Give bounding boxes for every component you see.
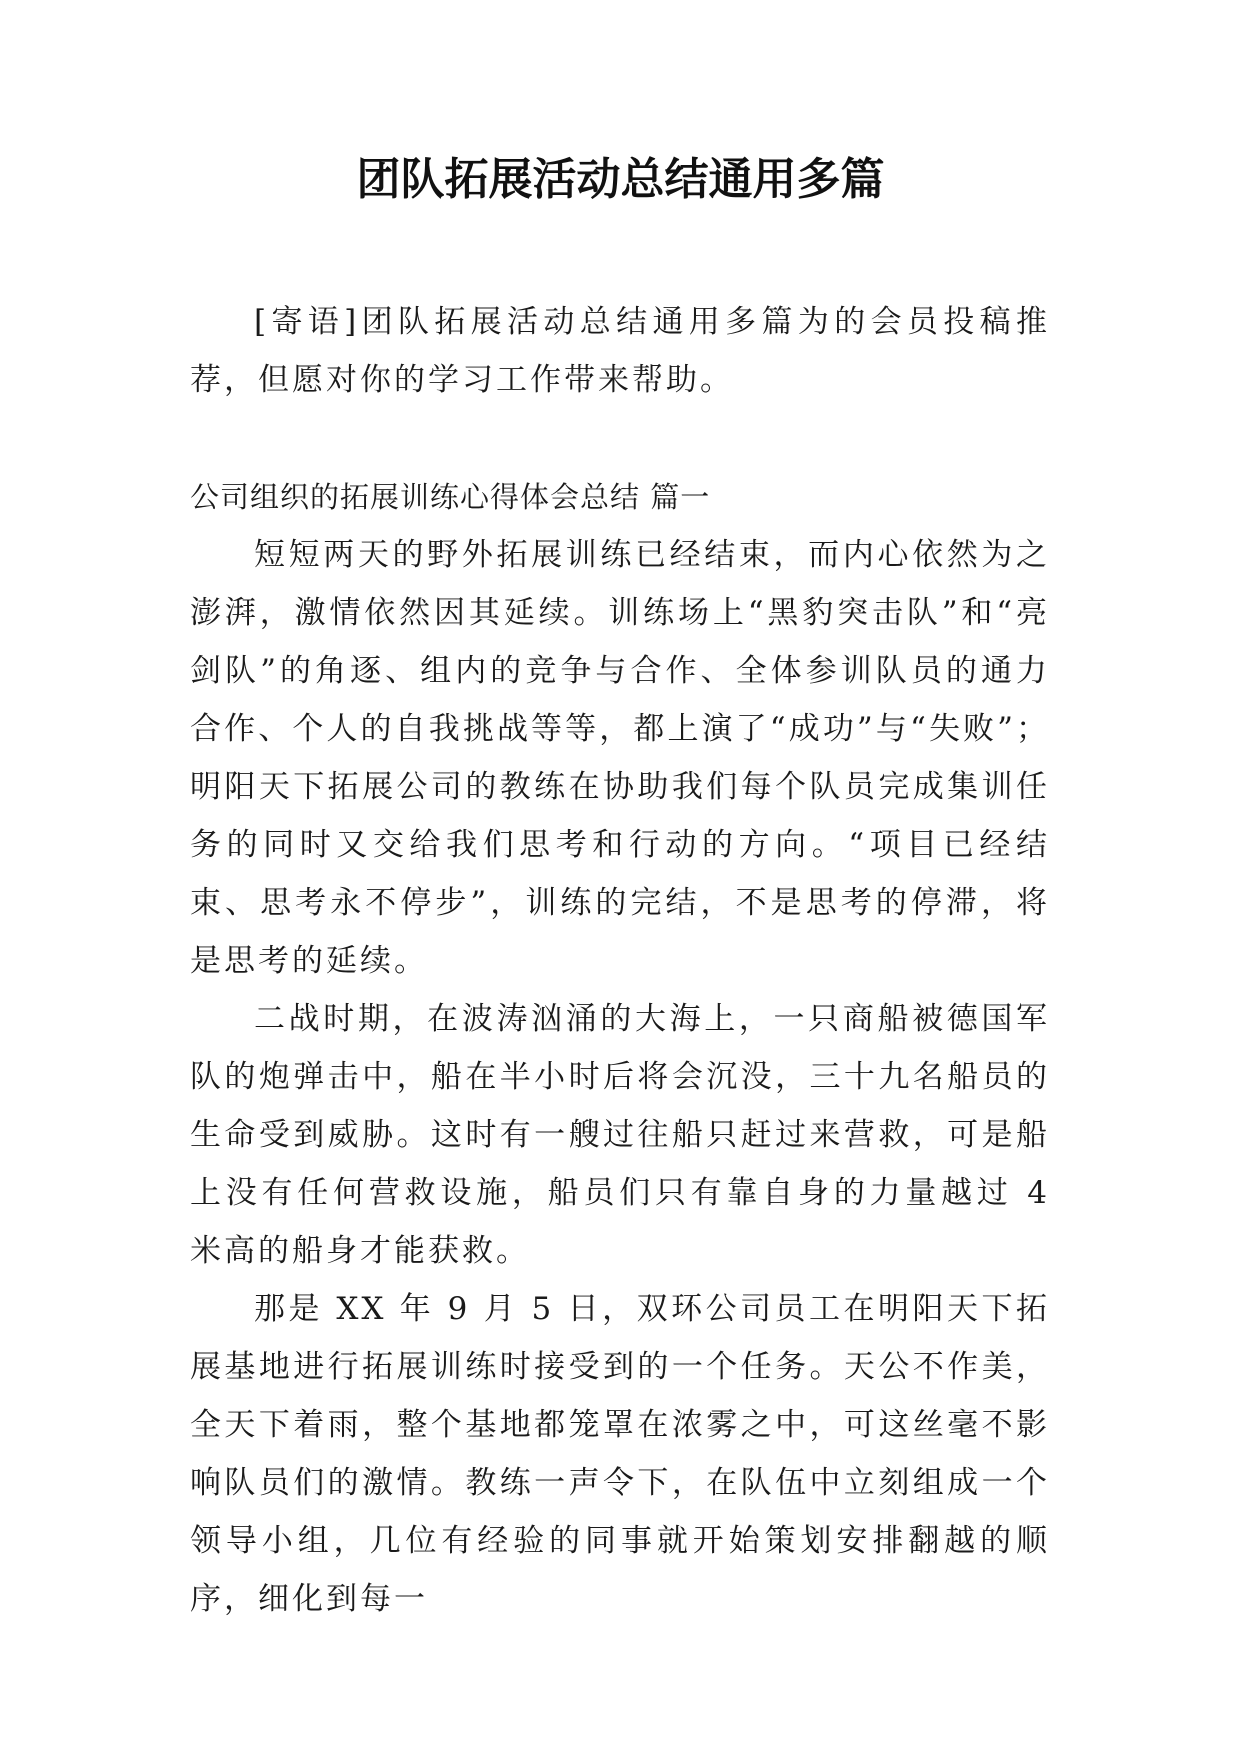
body-paragraph-3: 那是 XX 年 9 月 5 日，双环公司员工在明阳天下拓展基地进行拓展训练时接受到的一个任务。天公不作美，全天下着雨，整个基地都笼罩在浓雾之中，可这丝毫不影响队员们的激情。教练一声令下，在队伍中立刻组成一个领导小组，几位有经验的同事就开始策划安排翻越的顺序，细化到每一 [190, 1291, 1050, 1617]
intro-paragraph: [寄语]团队拓展活动总结通用多篇为的会员投稿推荐，但愿对你的学习工作带来帮助。 [190, 304, 1050, 398]
section-heading: 公司组织的拓展训练心得体会总结 篇一 [190, 480, 711, 514]
document-body [190, 468, 1050, 1628]
document-title: 团队拓展活动总结通用多篇 [356, 154, 885, 205]
body-paragraph-1: 短短两天的野外拓展训练已经结束，而内心依然为之澎湃，激情依然因其延续。训练场上“黑豹突击队”和“亮剑队”的角逐、组内的竞争与合作、全体参训队员的通力合作、个人的自我挑战等等，都上演了“成功”与“失败”；明阳天下拓展公司的教练在协助我们每个队员完成集训任务的同时又交给我们思考和行动的方向。“项目已经结束、思考永不停步”，训练的完结，不是思考的停滞，将是思考的延续。 [190, 537, 1050, 979]
body-paragraph-2: 二战时期，在波涛汹涌的大海上，一只商船被德国军队的炮弹击中，船在半小时后将会沉没，三十九名船员的生命受到威胁。这时有一艘过往船只赶过来营救，可是船上没有任何营救设施，船员们只有靠自身的力量越过 4 米高的船身才能获救。 [190, 1001, 1050, 1269]
